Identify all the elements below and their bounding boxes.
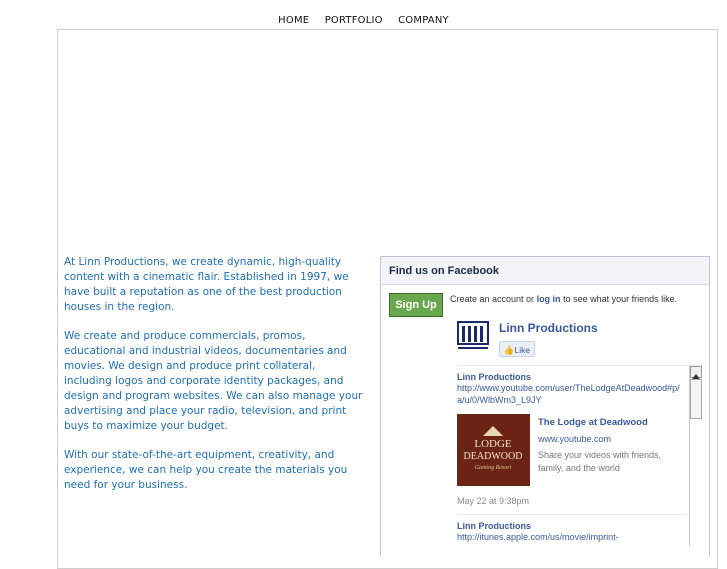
nav-home[interactable]: HOME xyxy=(278,15,310,26)
nav-company[interactable]: COMPANY xyxy=(398,15,449,26)
scrollbar-thumb[interactable] xyxy=(690,379,702,419)
thumbs-up-icon: 👍 xyxy=(503,345,515,355)
post-url-link[interactable]: http://www.youtube.com/user/TheLodgeAtDeadwood#p/a/u/0/WlbWm3_L9JY xyxy=(457,383,680,405)
svg-text:LODGE: LODGE xyxy=(474,438,512,450)
lodge-thumbnail[interactable] xyxy=(457,414,530,486)
intro-paragraph-2: We create and produce commercials, promos, educational and industrial videos, documentaries and movies. We design and produce print collateral, including logos and corporate identity packages, and design and program websites. We can also manage your advertising and place your radio, television, and print buys to maximize your budget. xyxy=(64,330,363,432)
sign-up-button[interactable]: Sign Up xyxy=(389,293,443,317)
intro-paragraph-1: At Linn Productions, we create dynamic, high-quality content with a cinematic flair. Established in 1997, we have built a reputation as one of the best production houses in the region. xyxy=(64,256,349,313)
attachment-description: Share your videos with friends, family, and the world xyxy=(538,450,662,473)
svg-text:Gaming Resort: Gaming Resort xyxy=(474,465,512,471)
post-timestamp[interactable]: May 22 at 9:38pm xyxy=(457,496,530,506)
post-author-link[interactable]: Linn Productions xyxy=(457,521,531,531)
intro-paragraph-3: With our state-of-the-art equipment, creativity, and experience, we can help you create the materials you need for your business. xyxy=(64,449,348,491)
post-stream xyxy=(457,372,687,543)
scroll-up-arrow-icon[interactable] xyxy=(690,366,702,378)
intro-text xyxy=(64,255,366,507)
top-nav xyxy=(0,15,727,26)
divider xyxy=(457,514,687,515)
page-header xyxy=(457,321,702,361)
linn-logo-icon[interactable] xyxy=(457,321,489,353)
post-url-link[interactable]: http://itunes.apple.com/us/movie/imprint- xyxy=(457,532,619,542)
page-name-link[interactable]: Linn Productions xyxy=(499,321,598,335)
signup-prompt: Create an account or log in to see what your friends like. xyxy=(450,294,678,304)
post xyxy=(457,372,687,515)
post-author-link[interactable]: Linn Productions xyxy=(457,372,531,382)
post xyxy=(457,521,687,543)
nav-portfolio[interactable]: PORTFOLIO xyxy=(324,15,383,26)
like-button[interactable]: 👍Like xyxy=(499,341,535,357)
attachment-site-link[interactable]: www.youtube.com xyxy=(538,434,612,444)
signup-row xyxy=(381,285,709,317)
svg-text:DEADWOOD: DEADWOOD xyxy=(463,451,523,462)
stream-scrollbar[interactable] xyxy=(689,366,703,546)
attachment-title-link[interactable]: The Lodge at Deadwood xyxy=(538,417,648,428)
facebook-box-title: Find us on Facebook xyxy=(381,257,709,285)
log-in-link[interactable]: log in xyxy=(536,294,561,304)
divider xyxy=(457,365,702,366)
post-attachment xyxy=(457,414,687,488)
facebook-like-box xyxy=(380,256,710,556)
